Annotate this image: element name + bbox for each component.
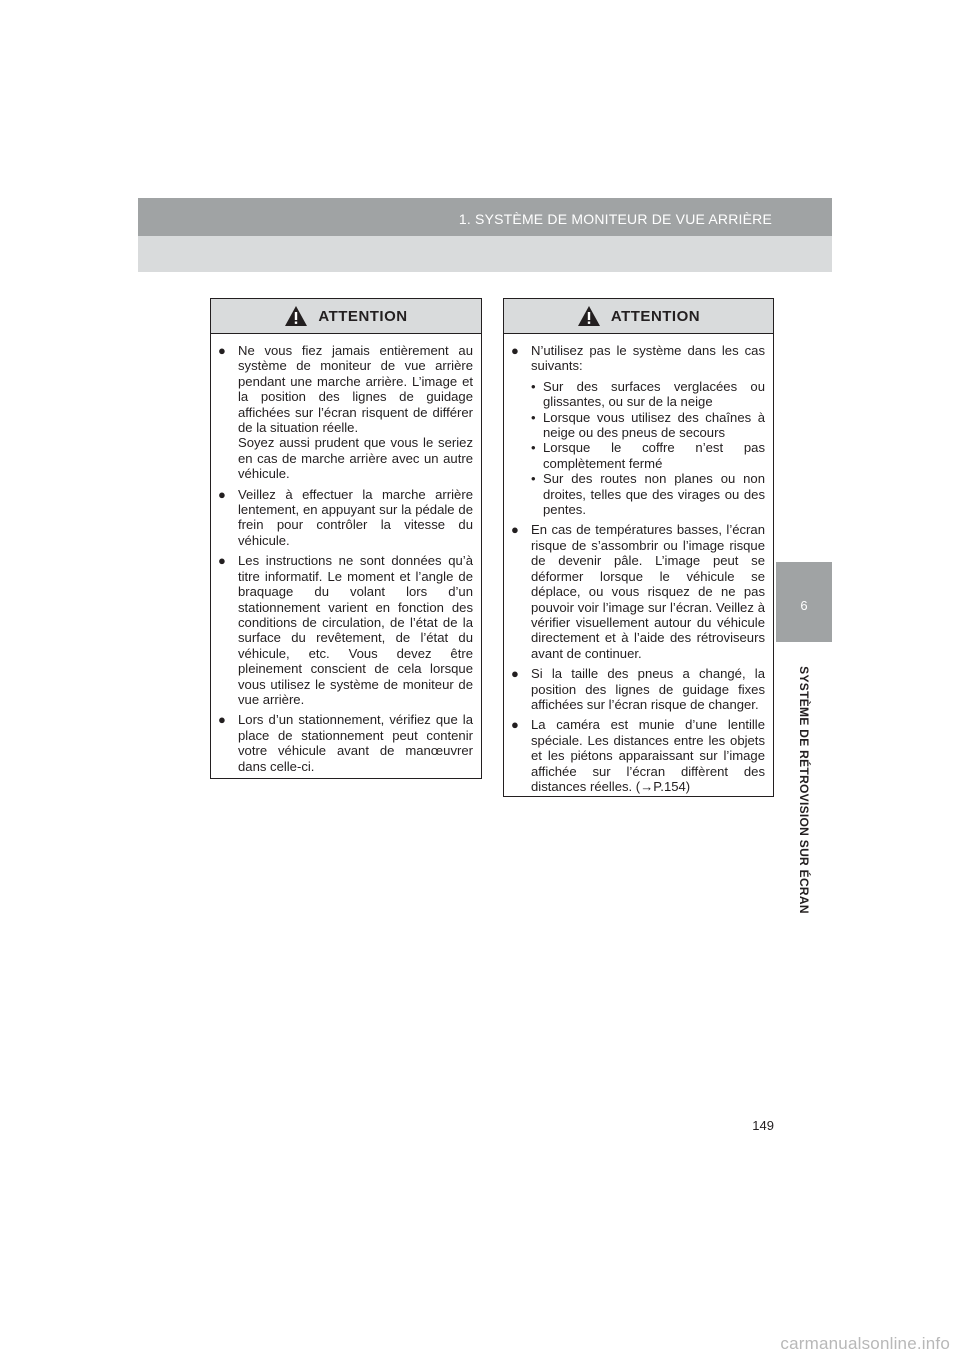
bullet-icon: ●: [218, 486, 226, 502]
page-reference-link[interactable]: →P.154: [640, 778, 686, 794]
sub-bullet-icon: •: [531, 440, 536, 456]
warning-triangle-icon: [577, 305, 601, 327]
bullet-icon: ●: [218, 343, 226, 358]
chapter-tab: [776, 562, 832, 642]
sub-bullet-icon: •: [531, 378, 536, 394]
caution-header: [504, 299, 773, 334]
list-item: [511, 343, 765, 517]
chapter-side-label: SYSTÈME DE RÉTROVISION SUR ÉCRAN: [797, 666, 811, 914]
sub-item-text: Lorsque le coffre n’est pas complètement fermé: [543, 440, 765, 471]
sub-item: [531, 410, 765, 441]
paragraph-text: La caméra est munie d’une lentille spéciale. Les distances entre les objets et les piétons apparaissant sur l’image affichée sur l’écran diffèrent des distances réelles. (: [531, 717, 765, 794]
section-title: 1. SYSTÈME DE MONITEUR DE VUE ARRIÈRE: [458, 211, 772, 227]
caution-box-left: [210, 298, 482, 779]
sub-bullet-icon: •: [531, 409, 536, 425]
list-item: [218, 343, 473, 482]
page-header-bar: [138, 198, 832, 236]
paragraph: Soyez aussi prudent que vous le seriez en cas de marche arrière avec un autre véhicule.: [238, 435, 473, 482]
paragraph-text-end: ): [685, 778, 691, 794]
sub-item-text: Sur des surfaces verglacées ou glissantes, ou sur de la neige: [543, 378, 765, 410]
list-item: [218, 487, 473, 549]
list-item: [218, 553, 473, 707]
chapter-number: 6: [800, 598, 808, 613]
bullet-icon: ●: [218, 712, 226, 728]
paragraph: Ne vous fiez jamais entièrement au système de moniteur de vue arrière pendant une marche arrière. L’image et la position des lignes de guidage affichées sur l’écran risquent de différer de la situation réelle.: [238, 343, 473, 436]
sub-bullet-icon: •: [531, 471, 536, 487]
sub-item-text: Lorsque vous utilisez des chaînes à neige ou des pneus de secours: [543, 409, 765, 441]
paragraph: [531, 717, 765, 794]
paragraph: En cas de températures basses, l’écran risque de s’assombrir ou l’image risque de devenir pâle. L’image peut se déformer lorsque le véhicule se déplace, ou vous risquez de ne pas pouvoir voir l’image sur l’écran. Veillez à vérifier visuellement autour du véhicule directement et à l’aide des rétroviseurs avant de continuer.: [531, 522, 765, 661]
caution-header: [211, 299, 481, 334]
list-item: [218, 712, 473, 774]
paragraph: Si la taille des pneus a changé, la position des lignes de guidage fixes affichées sur l’écran risque de changer.: [531, 666, 765, 712]
warning-triangle-icon: [284, 305, 308, 327]
watermark: carmanualsonline.info: [780, 1334, 950, 1353]
bullet-icon: ●: [511, 343, 519, 358]
bullet-icon: ●: [511, 717, 519, 733]
paragraph: Veillez à effectuer la marche arrière lentement, en appuyant sur la pédale de frein pour contrôler la vitesse du véhicule.: [238, 486, 473, 548]
paragraph: N’utilisez pas le système dans les cas suivants:: [531, 343, 765, 374]
caution-title: ATTENTION: [610, 307, 701, 325]
list-item: [511, 522, 765, 661]
sub-item-text: Sur des routes non planes ou non droites, telles que des virages ou des pentes.: [543, 471, 765, 518]
page-header-subbar: [138, 236, 832, 272]
list-item: [511, 717, 765, 794]
caution-title: ATTENTION: [318, 307, 408, 325]
bullet-icon: ●: [218, 553, 226, 569]
sub-item: [531, 471, 765, 517]
sub-item: [531, 440, 765, 471]
paragraph: Lors d’un stationnement, vérifiez que la place de stationnement peut contenir votre véhicule avant de manœuvrer dans celle-ci.: [238, 712, 473, 774]
caution-box-right: [503, 298, 774, 797]
page-number: 149: [752, 1118, 774, 1133]
caution-body: [504, 334, 773, 809]
caution-body: [211, 334, 481, 789]
sub-item: [531, 379, 765, 410]
paragraph: Les instructions ne sont données qu’à titre informatif. Le moment et l’angle de braquage du volant lors d’un stationnement varient en fonction des conditions de circulation, de l’état de la surface du revêtement, de l’état du véhicule, etc. Vous devez être pleinement conscient de cela lorsque vous utilisez le système de moniteur de vue arrière.: [238, 553, 473, 707]
list-item: [511, 666, 765, 712]
bullet-icon: ●: [511, 666, 519, 682]
bullet-icon: ●: [511, 522, 519, 538]
